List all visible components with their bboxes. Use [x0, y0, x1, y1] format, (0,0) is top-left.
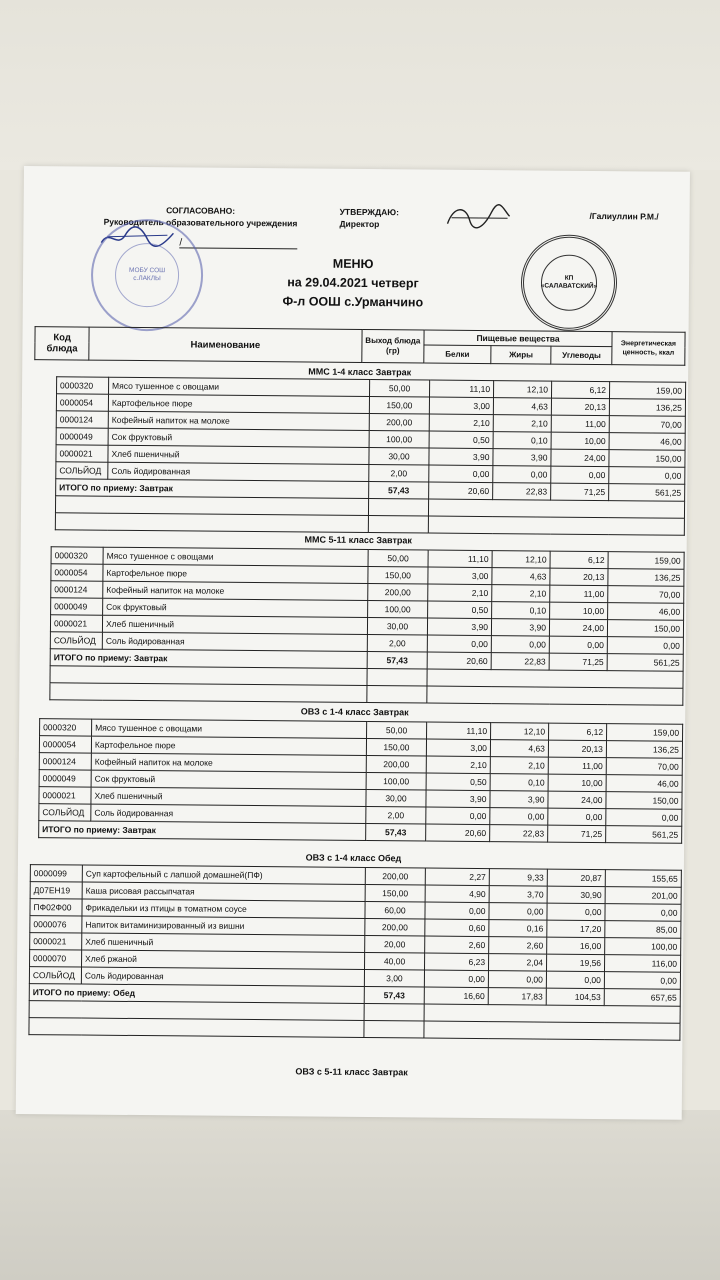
school-stamp-icon — [91, 219, 204, 332]
table-row: 0000099 Суп картофельный с лапшой домашней(ПФ) 200,00 2,27 9,33 20,87 155,65 — [30, 865, 681, 888]
director-name: /Галиуллин Р.М./ — [589, 210, 659, 222]
table-row: 0000070 Хлеб ржаной 40,00 6,23 2,04 19,56 116,00 — [30, 950, 681, 973]
table-row: 0000124 Кофейный напиток на молоке 200,00 2,10 2,10 11,00 70,00 — [39, 753, 682, 776]
company-stamp-text: КП «САЛАВАТСКИЙ» — [541, 255, 597, 311]
section-title-footer: ОВЗ с 5-11 класс Завтрак — [295, 1066, 408, 1078]
table-row: 0000320 Мясо тушенное с овощами 50,00 11,10 12,10 6,12 159,00 — [57, 377, 686, 399]
table-row: 0000054 Картофельное пюре 150,00 3,00 4,63 20,13 136,25 — [51, 564, 684, 587]
signature-director-icon — [443, 202, 513, 233]
total-row: ИТОГО по приему: Завтрак 57,43 20,60 22,83 71,25 561,25 — [39, 821, 682, 844]
table-row: 0000054 Картофельное пюре 150,00 3,00 4,63 20,13 136,25 — [56, 394, 685, 416]
table-row: 0000054 Картофельное пюре 150,00 3,00 4,63 20,13 136,25 — [39, 736, 682, 759]
background-wall — [0, 0, 720, 170]
table-row: СОЛЬЙОД Соль йодированная 2,00 0,00 0,00 0,00 0,00 — [39, 804, 682, 827]
total-row: ИТОГО по приему: Завтрак 57,43 20,60 22,83 71,25 561,25 — [50, 649, 683, 672]
section-table — [28, 864, 681, 1041]
col-energy: Энергетическая ценность, ккал — [612, 332, 685, 366]
col-output: Выход блюда (гр) — [361, 329, 424, 363]
menu-document — [16, 166, 690, 1120]
confirm-role: Директор — [339, 218, 380, 230]
col-fat: Жиры — [491, 346, 552, 364]
total-row: ИТОГО по приему: Обед 57,43 16,60 17,83 104,53 657,65 — [29, 984, 680, 1007]
section-table — [38, 718, 683, 844]
section-title: ММС 5-11 класс Завтрак — [304, 534, 412, 546]
col-protein: Белки — [424, 345, 491, 363]
table-row: 0000124 Кофейный напиток на молоке 200,00 2,10 2,10 11,00 70,00 — [56, 411, 685, 433]
table-row: 0000021 Хлеб пшеничный 30,00 3,90 3,90 24,00 150,00 — [56, 445, 685, 467]
table-row: 0000049 Сок фруктовый 100,00 0,50 0,10 10,00 46,00 — [39, 770, 682, 793]
confirm-label: УТВЕРЖДАЮ: — [339, 206, 399, 218]
background-table-surface — [0, 1110, 720, 1280]
table-row: 0000049 Сок фруктовый 100,00 0,50 0,10 10,00 46,00 — [51, 598, 684, 621]
page-title — [223, 254, 483, 313]
col-carbs: Углеводы — [551, 347, 612, 365]
title-line2: на 29.04.2021 четверг — [287, 275, 419, 291]
signature-slash: / — [179, 237, 183, 249]
table-row: 0000021 Хлеб пшеничный 30,00 3,90 3,90 24,00 150,00 — [39, 787, 682, 810]
table-row: 0000076 Напиток витаминизированный из вишни 200,00 0,60 0,16 17,20 85,00 — [30, 916, 681, 939]
section-title: ОВЗ с 1-4 класс Завтрак — [300, 706, 409, 718]
total-row: ИТОГО по приему: Завтрак 57,43 20,60 22,83 71,25 561,25 — [56, 479, 685, 501]
signature-line — [179, 237, 297, 249]
table-row: 0000021 Хлеб пшеничный 20,00 2,60 2,60 16,00 100,00 — [30, 933, 681, 956]
table-row: 0000124 Кофейный напиток на молоке 200,00 2,10 2,10 11,00 70,00 — [51, 581, 684, 604]
approved-role: Руководитель образовательного учреждения — [103, 216, 298, 229]
company-stamp-icon — [521, 234, 618, 331]
table-row: СОЛЬЙОД Соль йодированная 3,00 0,00 0,00 0,00 0,00 — [29, 967, 680, 990]
table-row: СОЛЬЙОД Соль йодированная 2,00 0,00 0,00 0,00 0,00 — [56, 462, 685, 484]
approved-label: СОГЛАСОВАНО: — [166, 205, 236, 216]
school-stamp-text: МОБУ СОШ с.ЛАКЛЫ — [115, 243, 180, 308]
table-row: Д07ЕН19 Каша рисовая рассыпчатая 150,00 4,90 3,70 30,90 201,00 — [30, 882, 681, 905]
table-row: СОЛЬЙОД Соль йодированная 2,00 0,00 0,00 0,00 0,00 — [50, 632, 683, 655]
table-row: 0000021 Хлеб пшеничный 30,00 3,90 3,90 24,00 150,00 — [50, 615, 683, 638]
menu-header-table — [34, 326, 685, 366]
table-row: ПФ02Ф00 Фрикадельки из птицы в томатном соусе 60,00 0,00 0,00 0,00 0,00 — [30, 899, 681, 922]
section-table — [49, 546, 684, 706]
col-code: Код блюда — [35, 327, 90, 360]
section-title: ОВЗ с 1-4 класс Обед — [305, 852, 402, 864]
table-row: 0000320 Мясо тушенное с овощами 50,00 11,10 12,10 6,12 159,00 — [51, 547, 684, 570]
col-name: Наименование — [89, 327, 362, 362]
section-title: ММС 1-4 класс Завтрак — [308, 366, 412, 378]
title-line1: МЕНЮ — [332, 256, 374, 272]
table-row: 0000320 Мясо тушенное с овощами 50,00 11,10 12,10 6,12 159,00 — [40, 719, 683, 742]
section-table — [55, 376, 686, 535]
title-line3: Ф-л ООШ с.Урманчино — [282, 294, 424, 310]
table-row: 0000049 Сок фруктовый 100,00 0,50 0,10 10,00 46,00 — [56, 428, 685, 450]
confirm-block — [339, 206, 399, 231]
col-nutrients: Пищевые вещества — [424, 330, 612, 347]
